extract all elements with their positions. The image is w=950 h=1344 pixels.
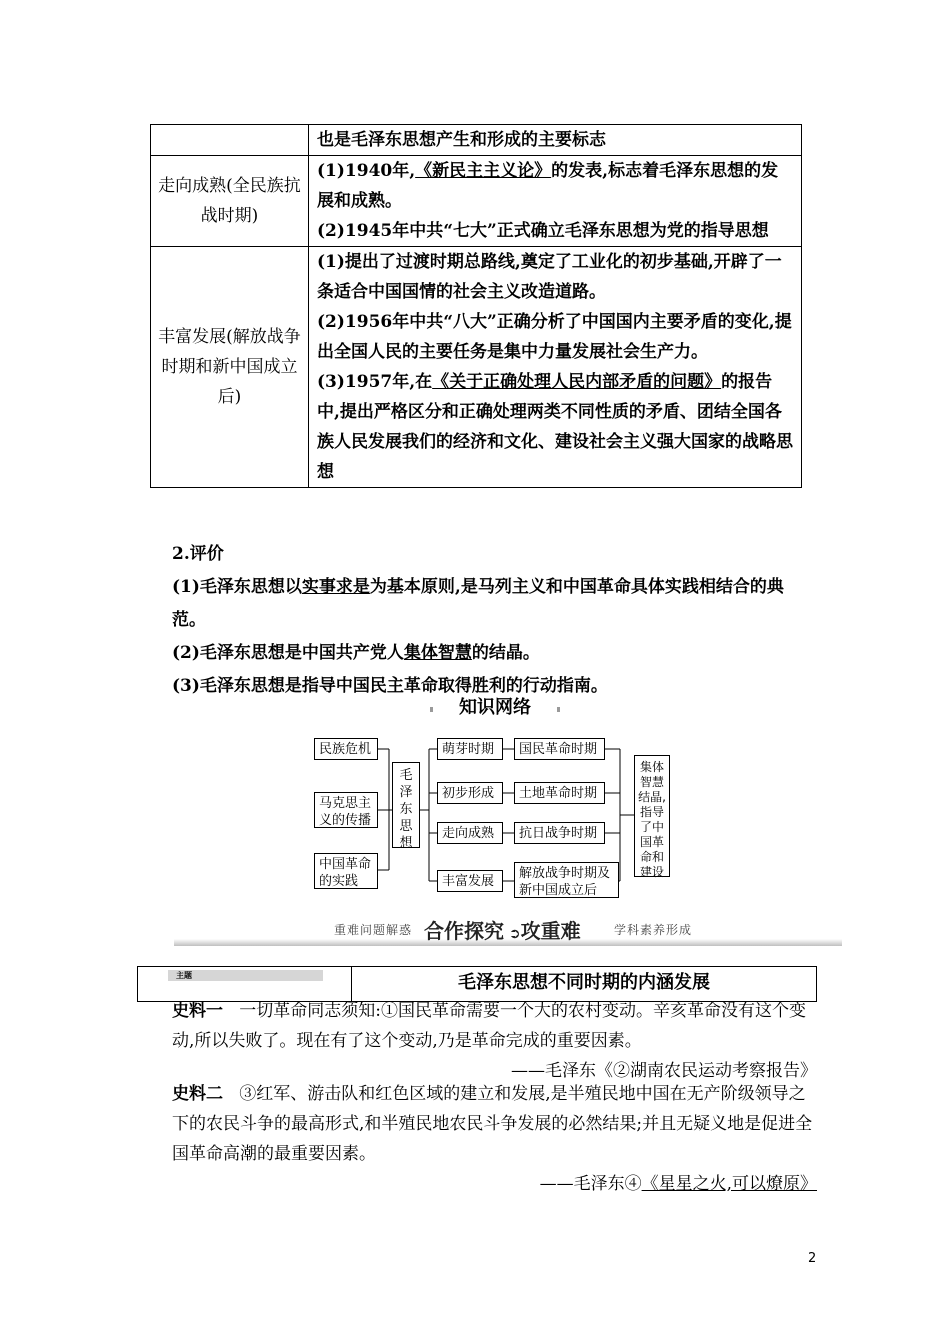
period-cell: 丰富发展(解放战争时期和新中国成立后) [151,247,309,488]
book-title: 《新民主主义论》 [415,161,552,181]
paragraph-text: (1)毛泽东思想以 [172,577,302,597]
item-text: 的报告中,提出严格区分和正确处理两类不同性质的矛盾、团结全国各族人民发展我们的经济和文化、建设社会主义强大国家的战略思想 [317,372,793,482]
item-text: (2)1945年中共“七大”正式确立毛泽东思想为党的指导思想 [317,221,769,241]
section-banner [174,915,842,947]
period-box: 抗日战争时期 [514,822,605,844]
source-text: 一切革命同志须知:①国民革命需要一个大的农村变动。辛亥革命没有这个变动,所以失败了。现在有了这个变动,乃是革命完成的重要因素。 [172,1001,806,1051]
source-box: 马克思主义的传播 [314,792,378,828]
page-number: 2 [808,1251,817,1266]
paragraph-text: 的结晶。 [471,643,540,663]
stage-box: 丰富发展 [437,870,503,892]
paragraph-text: (3)毛泽东思想是指导中国民主革命取得胜利的行动指南。 [172,676,608,696]
source-citation: ——毛泽东④ [539,1174,642,1194]
paragraph-text: 为基本原则,是马列主义和中国革命具体实践相结合的典范。 [172,577,784,630]
source-two [137,1079,817,1199]
period-box: 国民革命时期 [514,738,605,760]
result-box: 集体智慧结晶,指导了中国革命和建设 [634,755,670,877]
banner-center-sub: 攻重难 [520,919,581,943]
banner-left-text: 重难问题解惑 [334,923,413,937]
key-term: 实事求是 [301,577,370,597]
source-citation: ——毛泽东《②湖南农民运动考察报告》 [511,1061,817,1081]
topic-tag: 主题 [168,970,323,981]
network-title: 知识网络 [433,698,557,718]
banner-center-text [424,915,581,944]
source-text: ③红军、游击队和红色区域的建立和发展,是半殖民地中国在无产阶级领导之下的农民斗争的最高形式,和半殖民地农民斗争发展的必然结果;并且无疑义地是促进全国革命高潮的最重要因素。 [172,1084,813,1164]
item-text: (3)1957年,在 [317,372,433,392]
period-box: 解放战争时期及新中国成立后 [514,862,619,898]
stage-box: 初步形成 [437,782,503,804]
topic-title: 毛泽东思想不同时期的内涵发展 [458,972,710,993]
source-one [137,996,817,1086]
source-box: 中国革命的实践 [314,853,378,889]
source-label: 史料一 [172,1001,223,1021]
banner-center-main: 合作探究 [424,919,504,943]
item-text: (2)1956年中共“八大”正确分析了中国国内主要矛盾的变化,提出全国人民的主要任务是集中力量发展社会生产力。 [317,312,792,362]
banner-right-text: 学科素养形成 [614,923,693,937]
key-term: 集体智慧 [403,643,472,663]
stage-box: 萌芽时期 [437,738,503,760]
item-text: (1)1940年, [317,161,416,181]
section-heading: 2.评价 [172,544,224,564]
item-text: 的发表,标志着毛泽东思想的发展和成熟。 [317,161,779,211]
period-cell: 走向成熟(全民族抗战时期) [151,156,309,247]
book-title: 《关于正确处理人民内部矛盾的问题》 [432,372,722,392]
center-box: 毛泽东思想 [392,762,420,848]
source-box: 民族危机 [314,738,378,760]
source-label: 史料二 [172,1084,223,1104]
arrow-icon: ➲ [504,926,521,942]
book-title: 《星星之火,可以燎原》 [641,1174,817,1194]
item-text: (1)提出了过渡时期总路线,奠定了工业化的初步基础,开辟了一条适合中国国情的社会主义改造道路。 [317,252,782,302]
stage-box: 走向成熟 [437,822,503,844]
period-box: 土地革命时期 [514,782,605,804]
paragraph-text: (2)毛泽东思想是中国共产党人 [172,643,404,663]
content-cell: 也是毛泽东思想产生和形成的主要标志 [309,125,802,156]
